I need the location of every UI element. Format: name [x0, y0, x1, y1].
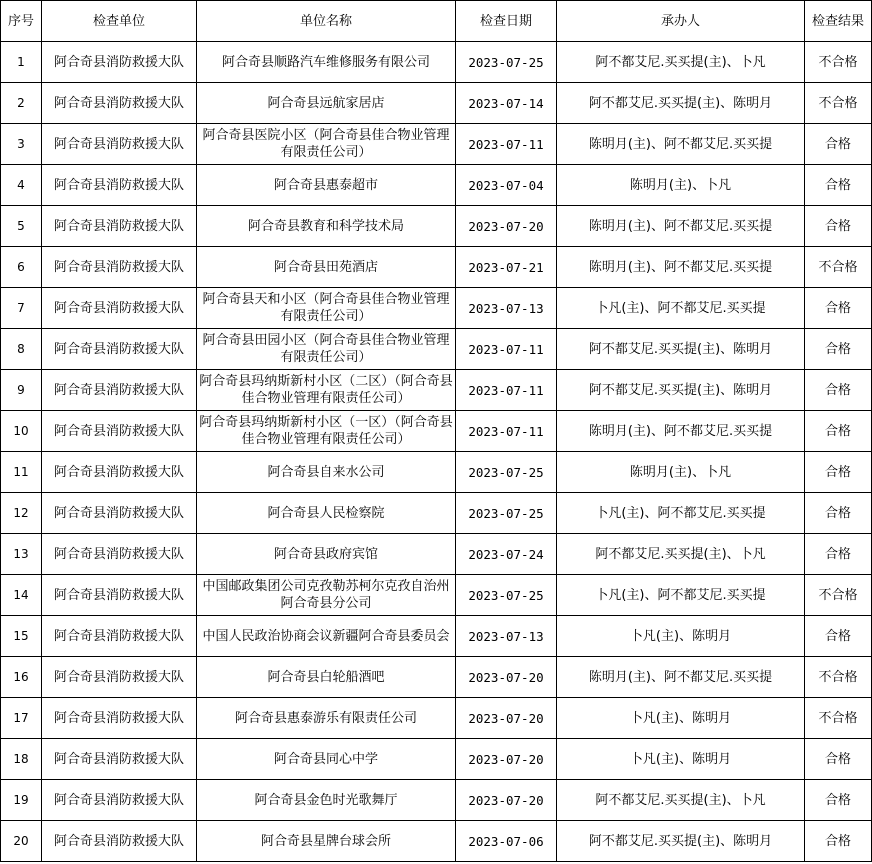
header-result: 检查结果 [805, 1, 872, 42]
table-row [1, 493, 872, 534]
company-name: 阿合奇县田园小区（阿合奇县佳合物业管理有限责任公司） [197, 329, 456, 370]
company-name: 阿合奇县政府宾馆 [197, 534, 456, 575]
inspection-result: 合格 [805, 124, 872, 165]
handler: 陈明月(主)、阿不都艾尼.买买提 [557, 411, 805, 452]
company-name: 阿合奇县白轮船酒吧 [197, 657, 456, 698]
table-row [1, 657, 872, 698]
inspection-result: 合格 [805, 411, 872, 452]
table-row [1, 247, 872, 288]
inspection-date: 2023-07-20 [456, 739, 557, 780]
table-row [1, 821, 872, 862]
company-name: 阿合奇县惠泰超市 [197, 165, 456, 206]
row-number: 7 [1, 288, 42, 329]
handler: 陈明月(主)、卜凡 [557, 452, 805, 493]
handler: 阿不都艾尼.买买提(主)、卜凡 [557, 42, 805, 83]
inspection-date: 2023-07-13 [456, 616, 557, 657]
inspection-result: 合格 [805, 493, 872, 534]
company-name: 阿合奇县顺路汽车维修服务有限公司 [197, 42, 456, 83]
company-name: 阿合奇县玛纳斯新村小区（一区）（阿合奇县佳合物业管理有限责任公司） [197, 411, 456, 452]
inspection-unit: 阿合奇县消防救援大队 [42, 411, 197, 452]
inspection-unit: 阿合奇县消防救援大队 [42, 493, 197, 534]
handler: 卜凡(主)、陈明月 [557, 616, 805, 657]
inspection-result: 合格 [805, 206, 872, 247]
inspection-result: 不合格 [805, 575, 872, 616]
table-row [1, 534, 872, 575]
inspection-unit: 阿合奇县消防救援大队 [42, 288, 197, 329]
header-unit: 检查单位 [42, 1, 197, 42]
header-date: 检查日期 [456, 1, 557, 42]
inspection-date: 2023-07-11 [456, 329, 557, 370]
company-name: 中国邮政集团公司克孜勒苏柯尔克孜自治州阿合奇县分公司 [197, 575, 456, 616]
inspection-date: 2023-07-25 [456, 493, 557, 534]
table-row [1, 411, 872, 452]
row-number: 4 [1, 165, 42, 206]
inspection-date: 2023-07-14 [456, 83, 557, 124]
inspection-unit: 阿合奇县消防救援大队 [42, 124, 197, 165]
inspection-unit: 阿合奇县消防救援大队 [42, 452, 197, 493]
row-number: 13 [1, 534, 42, 575]
inspection-date: 2023-07-11 [456, 411, 557, 452]
handler: 卜凡(主)、阿不都艾尼.买买提 [557, 493, 805, 534]
inspection-result: 合格 [805, 165, 872, 206]
handler: 卜凡(主)、陈明月 [557, 698, 805, 739]
handler: 卜凡(主)、阿不都艾尼.买买提 [557, 575, 805, 616]
handler: 卜凡(主)、陈明月 [557, 739, 805, 780]
inspection-result: 不合格 [805, 657, 872, 698]
company-name: 阿合奇县天和小区（阿合奇县佳合物业管理有限责任公司） [197, 288, 456, 329]
inspection-result: 合格 [805, 370, 872, 411]
row-number: 17 [1, 698, 42, 739]
table-row [1, 575, 872, 616]
company-name: 阿合奇县金色时光歌舞厅 [197, 780, 456, 821]
inspection-unit: 阿合奇县消防救援大队 [42, 42, 197, 83]
row-number: 2 [1, 83, 42, 124]
row-number: 19 [1, 780, 42, 821]
table-row [1, 370, 872, 411]
inspection-result: 不合格 [805, 698, 872, 739]
header-name: 单位名称 [197, 1, 456, 42]
header-row [1, 1, 872, 42]
company-name: 阿合奇县自来水公司 [197, 452, 456, 493]
inspection-unit: 阿合奇县消防救援大队 [42, 247, 197, 288]
inspection-date: 2023-07-20 [456, 206, 557, 247]
row-number: 1 [1, 42, 42, 83]
company-name: 阿合奇县同心中学 [197, 739, 456, 780]
table-body [1, 42, 872, 862]
company-name: 阿合奇县教育和科学技术局 [197, 206, 456, 247]
row-number: 16 [1, 657, 42, 698]
company-name: 阿合奇县玛纳斯新村小区（二区）（阿合奇县佳合物业管理有限责任公司） [197, 370, 456, 411]
row-number: 9 [1, 370, 42, 411]
table-row [1, 739, 872, 780]
table-row [1, 329, 872, 370]
inspection-unit: 阿合奇县消防救援大队 [42, 739, 197, 780]
table-row [1, 206, 872, 247]
inspection-unit: 阿合奇县消防救援大队 [42, 575, 197, 616]
row-number: 8 [1, 329, 42, 370]
handler: 阿不都艾尼.买买提(主)、卜凡 [557, 534, 805, 575]
company-name: 阿合奇县人民检察院 [197, 493, 456, 534]
handler: 陈明月(主)、阿不都艾尼.买买提 [557, 124, 805, 165]
inspection-result: 合格 [805, 739, 872, 780]
table-row [1, 42, 872, 83]
handler: 陈明月(主)、阿不都艾尼.买买提 [557, 247, 805, 288]
company-name: 阿合奇县田苑酒店 [197, 247, 456, 288]
row-number: 11 [1, 452, 42, 493]
inspection-date: 2023-07-04 [456, 165, 557, 206]
inspection-unit: 阿合奇县消防救援大队 [42, 370, 197, 411]
company-name: 阿合奇县星牌台球会所 [197, 821, 456, 862]
handler: 陈明月(主)、阿不都艾尼.买买提 [557, 657, 805, 698]
handler: 陈明月(主)、阿不都艾尼.买买提 [557, 206, 805, 247]
company-name: 阿合奇县远航家居店 [197, 83, 456, 124]
row-number: 14 [1, 575, 42, 616]
inspection-unit: 阿合奇县消防救援大队 [42, 165, 197, 206]
inspection-date: 2023-07-20 [456, 698, 557, 739]
inspection-date: 2023-07-13 [456, 288, 557, 329]
inspection-result: 不合格 [805, 83, 872, 124]
inspection-unit: 阿合奇县消防救援大队 [42, 83, 197, 124]
inspection-date: 2023-07-20 [456, 657, 557, 698]
inspection-result: 合格 [805, 616, 872, 657]
row-number: 12 [1, 493, 42, 534]
handler: 阿不都艾尼.买买提(主)、陈明月 [557, 329, 805, 370]
table-row [1, 698, 872, 739]
company-name: 中国人民政治协商会议新疆阿合奇县委员会 [197, 616, 456, 657]
row-number: 3 [1, 124, 42, 165]
inspection-date: 2023-07-06 [456, 821, 557, 862]
table-row [1, 165, 872, 206]
inspection-result: 合格 [805, 534, 872, 575]
inspection-result: 合格 [805, 329, 872, 370]
handler: 阿不都艾尼.买买提(主)、陈明月 [557, 370, 805, 411]
header-no: 序号 [1, 1, 42, 42]
row-number: 15 [1, 616, 42, 657]
inspection-date: 2023-07-11 [456, 370, 557, 411]
inspection-result: 合格 [805, 288, 872, 329]
handler: 阿不都艾尼.买买提(主)、陈明月 [557, 821, 805, 862]
inspection-unit: 阿合奇县消防救援大队 [42, 657, 197, 698]
inspection-date: 2023-07-21 [456, 247, 557, 288]
inspection-result: 不合格 [805, 247, 872, 288]
handler: 阿不都艾尼.买买提(主)、陈明月 [557, 83, 805, 124]
inspection-unit: 阿合奇县消防救援大队 [42, 780, 197, 821]
row-number: 20 [1, 821, 42, 862]
row-number: 18 [1, 739, 42, 780]
row-number: 6 [1, 247, 42, 288]
company-name: 阿合奇县惠泰游乐有限责任公司 [197, 698, 456, 739]
inspection-unit: 阿合奇县消防救援大队 [42, 821, 197, 862]
inspection-date: 2023-07-24 [456, 534, 557, 575]
handler: 阿不都艾尼.买买提(主)、卜凡 [557, 780, 805, 821]
inspection-date: 2023-07-11 [456, 124, 557, 165]
row-number: 5 [1, 206, 42, 247]
inspection-result: 合格 [805, 780, 872, 821]
table-row [1, 83, 872, 124]
inspection-date: 2023-07-20 [456, 780, 557, 821]
inspection-result: 合格 [805, 821, 872, 862]
handler: 陈明月(主)、卜凡 [557, 165, 805, 206]
company-name: 阿合奇县医院小区（阿合奇县佳合物业管理有限责任公司） [197, 124, 456, 165]
handler: 卜凡(主)、阿不都艾尼.买买提 [557, 288, 805, 329]
inspection-result: 合格 [805, 452, 872, 493]
inspection-unit: 阿合奇县消防救援大队 [42, 534, 197, 575]
inspection-unit: 阿合奇县消防救援大队 [42, 329, 197, 370]
inspection-result: 不合格 [805, 42, 872, 83]
row-number: 10 [1, 411, 42, 452]
header-handler: 承办人 [557, 1, 805, 42]
table-row [1, 124, 872, 165]
inspection-unit: 阿合奇县消防救援大队 [42, 698, 197, 739]
inspection-date: 2023-07-25 [456, 452, 557, 493]
inspection-unit: 阿合奇县消防救援大队 [42, 206, 197, 247]
inspection-date: 2023-07-25 [456, 575, 557, 616]
table-row [1, 452, 872, 493]
table-row [1, 780, 872, 821]
table-row [1, 616, 872, 657]
inspection-unit: 阿合奇县消防救援大队 [42, 616, 197, 657]
table-row [1, 288, 872, 329]
inspection-date: 2023-07-25 [456, 42, 557, 83]
